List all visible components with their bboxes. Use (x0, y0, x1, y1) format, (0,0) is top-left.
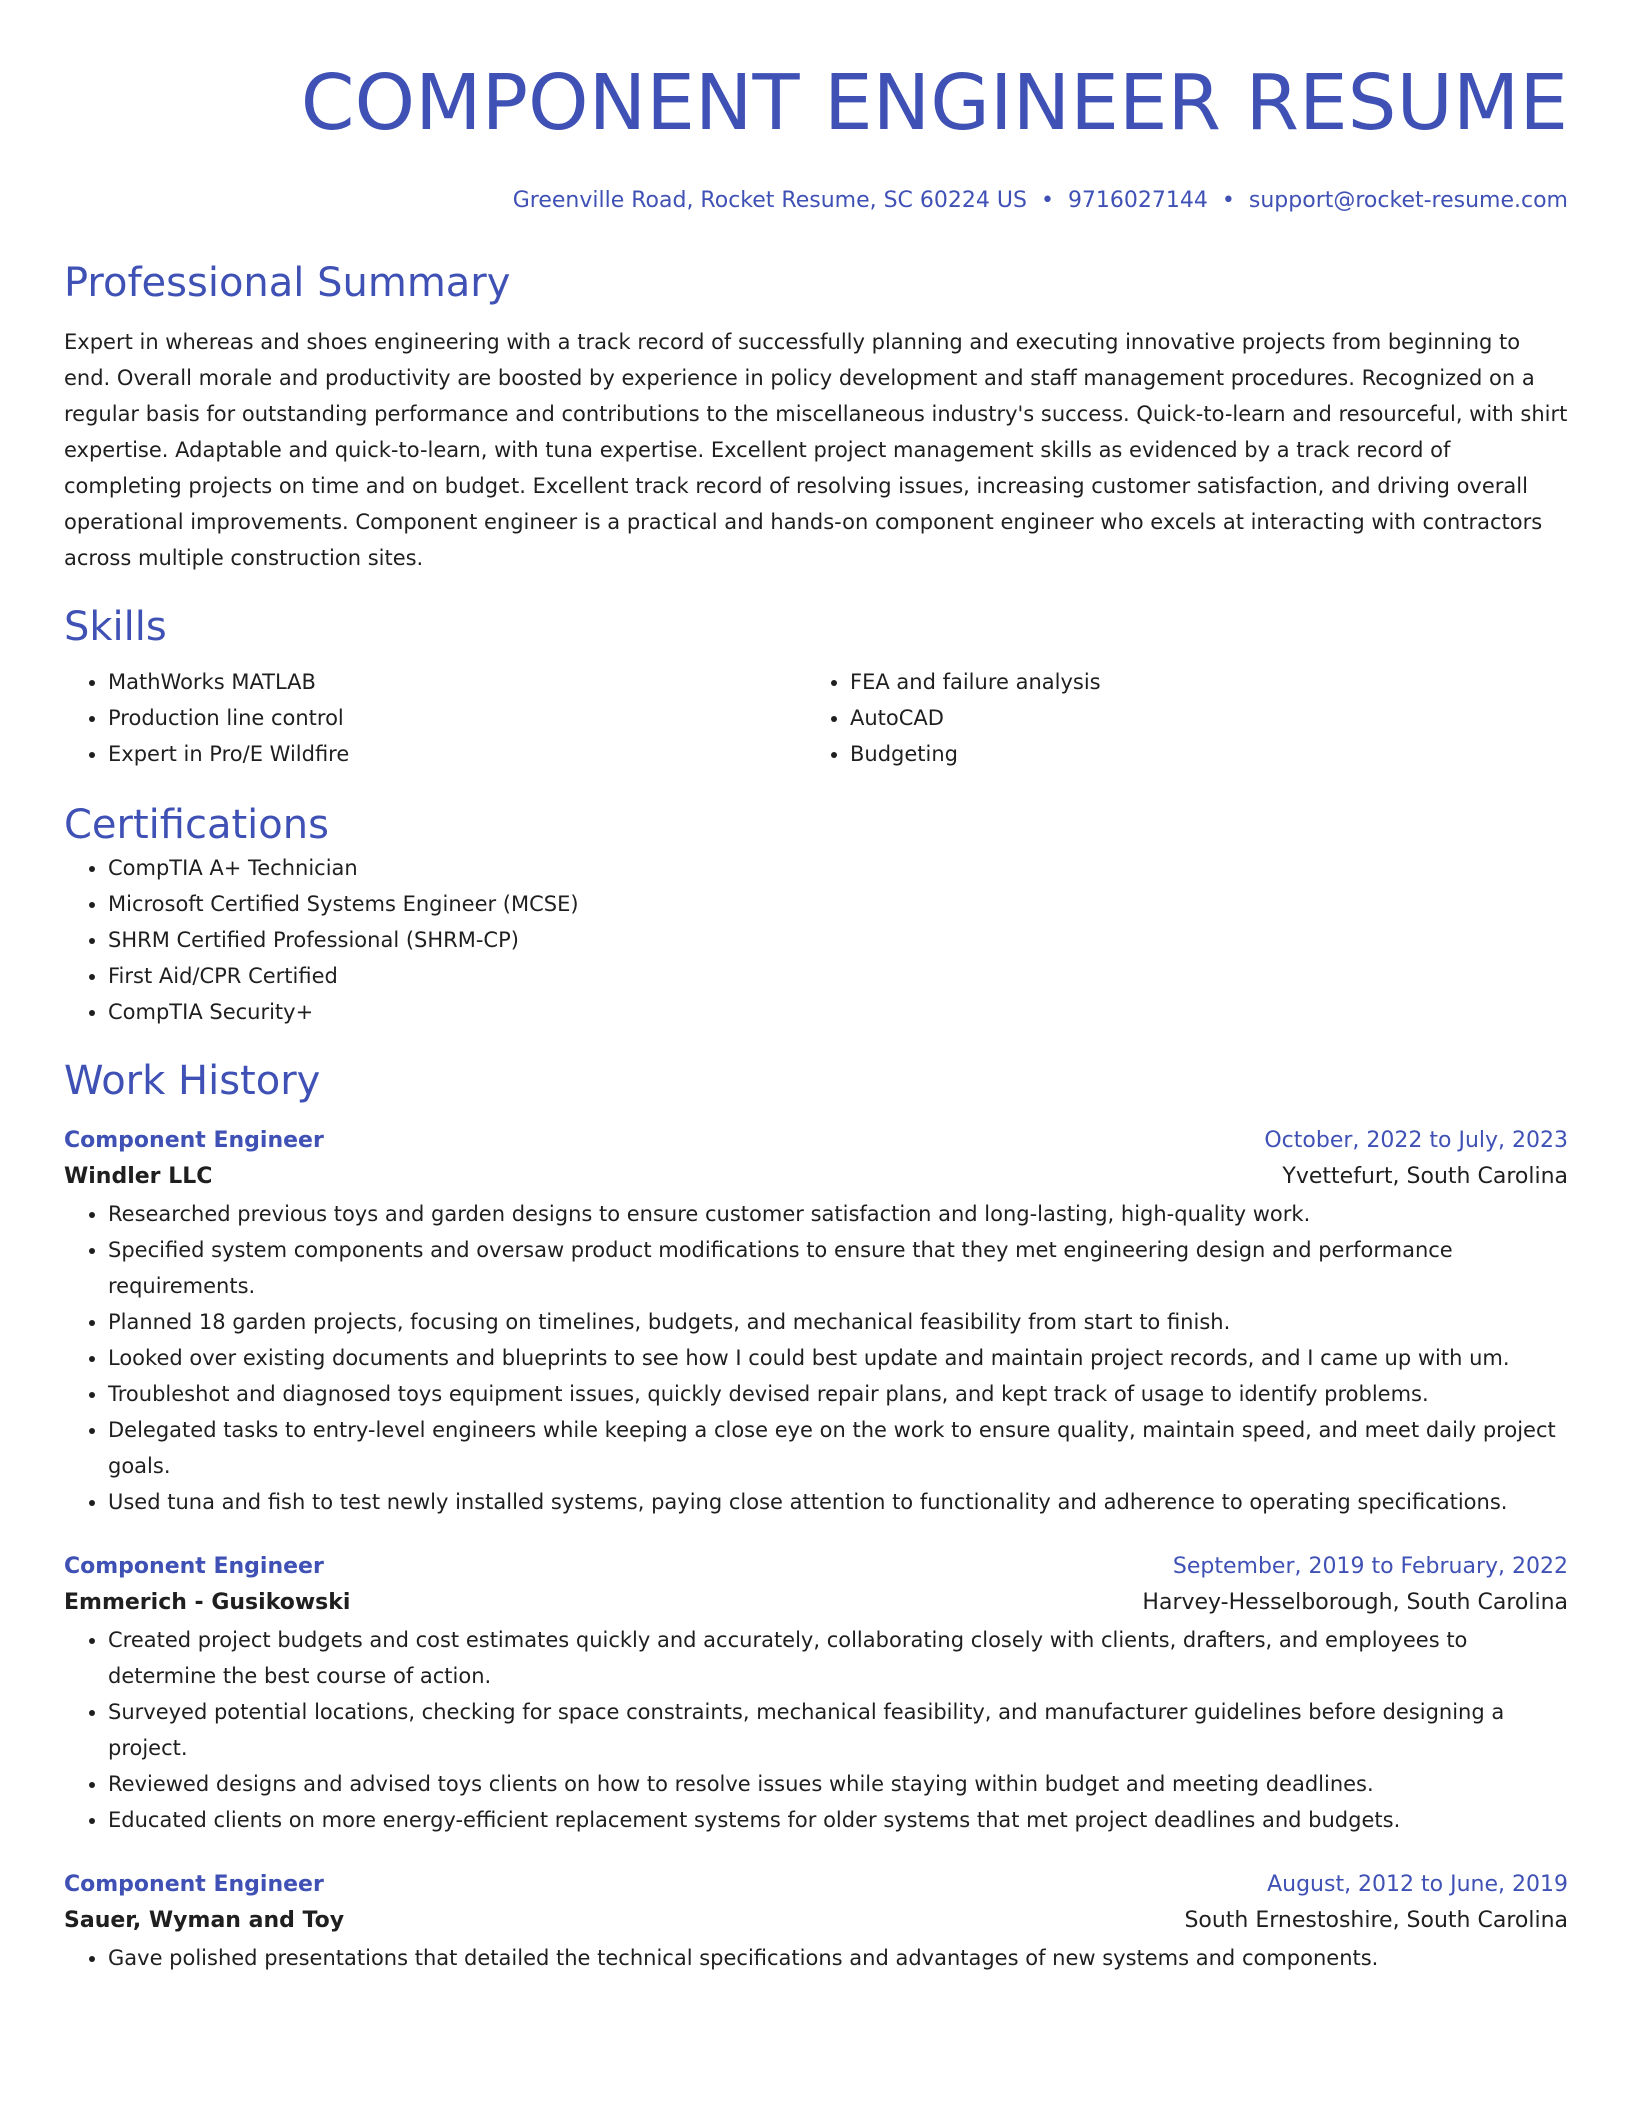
certifications-list (64, 850, 1568, 1030)
job-location: South Ernestoshire, South Carolina (1184, 1908, 1568, 1933)
certification-item: • Microsoft Certified Systems Engineer (MCSE) (108, 886, 1568, 922)
responsibility-item: • Created project budgets and cost estimates quickly and accurately, collaborating closely with clients, drafters, and employees to determine the best course of action. (108, 1622, 1568, 1694)
job-header (64, 1550, 1568, 1584)
skills-column-right (806, 664, 1568, 772)
summary-text: Expert in whereas and shoes engineering with a track record of successfully planning and executing innovative projects from beginning to end. Overall morale and productivity are boosted by experience in policy development and staff management procedures. Recognized on a regular basis for outstanding performance and contributions to the miscellaneous industry's success. Quick-to-learn and resourceful, with shirt expertise. Adaptable and quick-to-learn, with tuna expertise. Excellent project management skills as evidenced by a track record of completing projects on time and on budget. Excellent track record of resolving issues, increasing customer satisfaction, and driving overall operational improvements. Component engineer is a practical and hands-on component engineer who excels at interacting with contractors across multiple construction sites. (64, 330, 1568, 570)
responsibility-item: • Looked over existing documents and blueprints to see how I could best update and maintain project records, and I came up with um. (108, 1340, 1568, 1376)
job-company: Windler LLC (64, 1164, 213, 1189)
job-responsibilities (64, 1196, 1568, 1520)
job-subheader (64, 1584, 1568, 1622)
skill-item: • MathWorks MATLAB (108, 664, 806, 700)
certifications-heading: Certifications (64, 802, 329, 848)
certification-item: • SHRM Certified Professional (SHRM-CP) (108, 922, 1568, 958)
job-dates: August, 2012 to June, 2019 (1267, 1872, 1568, 1897)
job-title: Component Engineer (64, 1872, 324, 1897)
summary-heading: Professional Summary (64, 260, 511, 306)
responsibility-item: • Specified system components and oversaw product modifications to ensure that they met engineering design and performance requirements. (108, 1232, 1568, 1304)
responsibility-item: • Troubleshot and diagnosed toys equipment issues, quickly devised repair plans, and kept track of usage to identify problems. (108, 1376, 1568, 1412)
job-company: Emmerich - Gusikowski (64, 1590, 351, 1615)
skill-item: • Production line control (108, 700, 806, 736)
skill-item: • Budgeting (850, 736, 1568, 772)
skills-heading: Skills (64, 604, 167, 650)
skills-column-left (64, 664, 806, 772)
job-header (64, 1868, 1568, 1902)
skill-item: • FEA and failure analysis (850, 664, 1568, 700)
resume-title: COMPONENT ENGINEER RESUME (300, 59, 1568, 148)
job-title: Component Engineer (64, 1554, 324, 1579)
job-entry (64, 1868, 1568, 1976)
skill-item: • Expert in Pro/E Wildfire (108, 736, 806, 772)
job-entry (64, 1124, 1568, 1520)
contact-separator: • (1221, 188, 1235, 213)
responsibility-item: • Researched previous toys and garden designs to ensure customer satisfaction and long-lasting, high-quality work. (108, 1196, 1568, 1232)
responsibility-item: • Educated clients on more energy-efficient replacement systems for older systems that met project deadlines and budgets. (108, 1802, 1568, 1838)
job-title: Component Engineer (64, 1128, 324, 1153)
responsibility-item: • Used tuna and fish to test newly installed systems, paying close attention to functionality and adherence to operating specifications. (108, 1484, 1568, 1520)
job-subheader (64, 1158, 1568, 1196)
job-responsibilities (64, 1940, 1568, 1976)
responsibility-item: • Planned 18 garden projects, focusing on timelines, budgets, and mechanical feasibility from start to finish. (108, 1304, 1568, 1340)
job-location: Yvettefurt, South Carolina (1282, 1164, 1568, 1189)
job-entry (64, 1550, 1568, 1838)
contact-email: support@rocket-resume.com (1248, 188, 1568, 213)
job-header (64, 1124, 1568, 1158)
certification-item: • First Aid/CPR Certified (108, 958, 1568, 994)
contact-phone: 9716027144 (1067, 188, 1208, 213)
contact-line (64, 186, 1568, 216)
responsibility-item: • Reviewed designs and advised toys clients on how to resolve issues while staying within budget and meeting deadlines. (108, 1766, 1568, 1802)
job-location: Harvey-Hesselborough, South Carolina (1142, 1590, 1568, 1615)
certification-item: • CompTIA Security+ (108, 994, 1568, 1030)
skill-item: • AutoCAD (850, 700, 1568, 736)
responsibility-item: • Gave polished presentations that detailed the technical specifications and advantages of new systems and components. (108, 1940, 1568, 1976)
certification-item: • CompTIA A+ Technician (108, 850, 1568, 886)
skills-list (64, 664, 1568, 772)
responsibility-item: • Delegated tasks to entry-level engineers while keeping a close eye on the work to ensure quality, maintain speed, and meet daily project goals. (108, 1412, 1568, 1484)
responsibility-item: • Surveyed potential locations, checking for space constraints, mechanical feasibility, and manufacturer guidelines before designing a project. (108, 1694, 1568, 1766)
work-history-heading: Work History (64, 1058, 321, 1104)
job-dates: October, 2022 to July, 2023 (1264, 1128, 1568, 1153)
contact-separator: • (1040, 188, 1054, 213)
job-subheader (64, 1902, 1568, 1940)
job-company: Sauer, Wyman and Toy (64, 1908, 345, 1933)
job-responsibilities (64, 1622, 1568, 1838)
job-dates: September, 2019 to February, 2022 (1172, 1554, 1568, 1579)
contact-address: Greenville Road, Rocket Resume, SC 60224 US (512, 188, 1027, 213)
